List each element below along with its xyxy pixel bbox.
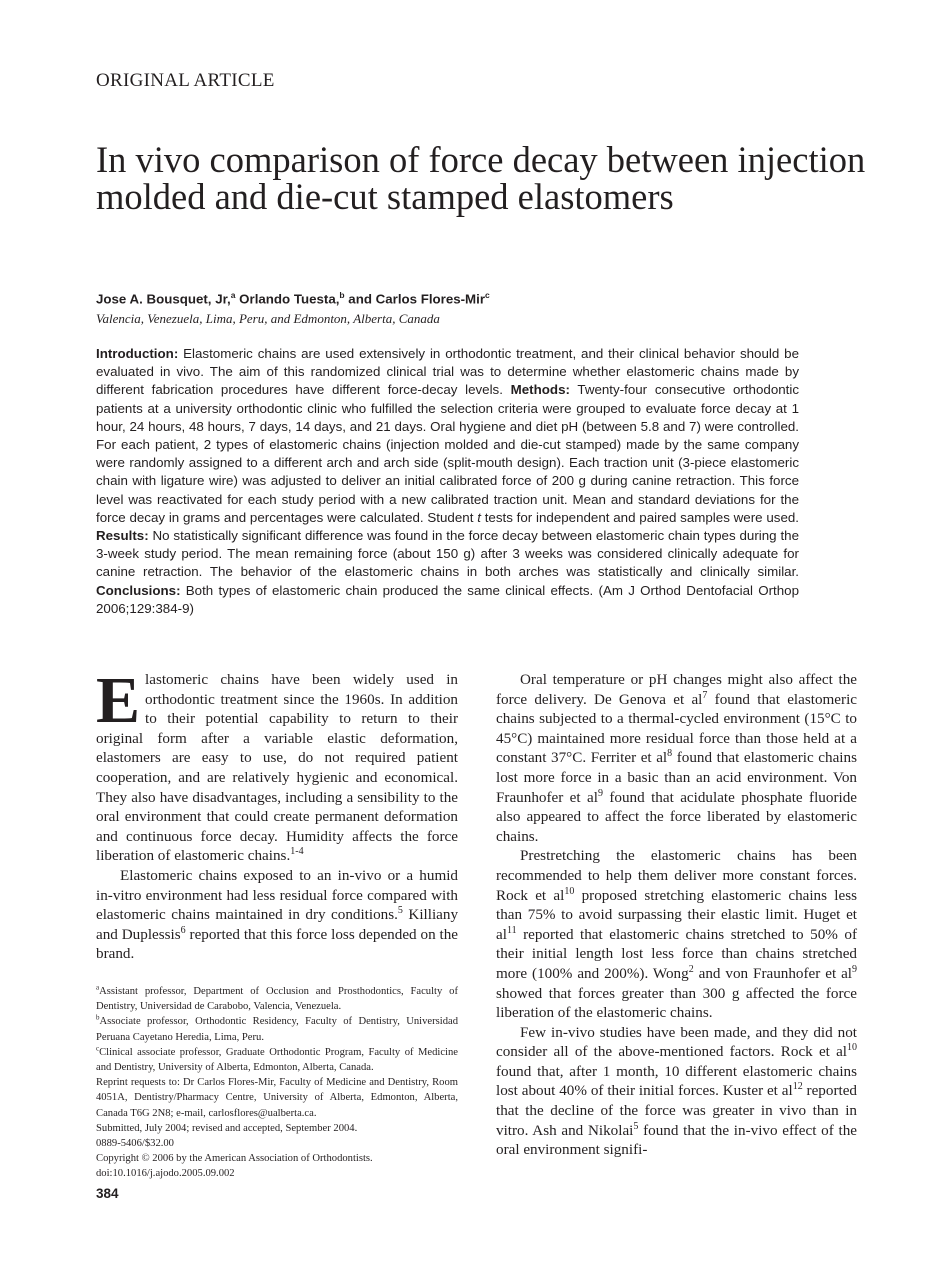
author-name: Carlos Flores-Mir <box>375 291 485 307</box>
footnote-text: Clinical associate professor, Graduate Orthodontic Program, Faculty of Medicine and Dentistry, University of Alberta, Edmonton, Alberta, Canada. <box>96 1046 458 1074</box>
reference-link[interactable]: 7 <box>702 689 708 701</box>
body-paragraph <box>96 866 458 964</box>
body-paragraph <box>496 1023 857 1160</box>
paragraph-text: found that, after 1 month, 10 different elastomeric chains lost about 40% of their initial forces. Kuster et al <box>496 1062 857 1100</box>
paragraph-text: found that the in-vivo effect of the oral environment signifi- <box>496 1121 857 1159</box>
paragraph-text: Few in-vivo studies have been made, and they did not consider all of the above-mentioned factors. Rock et al <box>496 1023 857 1061</box>
footnote-c <box>96 1045 458 1075</box>
reference-link[interactable]: 12 <box>792 1081 803 1093</box>
page-number: 384 <box>96 1186 119 1201</box>
reference-link[interactable]: 9 <box>597 787 603 799</box>
footnote-text: Assistant professor, Department of Occlusion and Prosthodontics, Faculty of Dentistry, Universidad de Carabobo, Valencia, Venezuela. <box>96 986 458 1013</box>
reference-link[interactable]: 6 <box>180 924 186 936</box>
body-column-left <box>96 664 459 964</box>
abstract-conclusions-text: Both types of elastomeric chain produced the same clinical effects. (Am J Orthod Dentofacial Orthop 2006;129:384-9) <box>96 582 799 616</box>
paragraph-text: found that acidulate phosphate fluoride also appeared to affect the force liberated by elastomeric chains. <box>496 788 857 845</box>
reference-link[interactable]: 11 <box>506 924 517 936</box>
paragraph-text: Oral temperature or pH changes might also affect the force delivery. De Genova et al <box>496 671 857 708</box>
abstract <box>96 345 799 618</box>
reference-link[interactable]: 1-4 <box>290 846 304 858</box>
issn-price: 0889-5406/$32.00 <box>96 1138 174 1150</box>
body-column-right <box>496 670 857 1160</box>
author-list <box>96 290 490 306</box>
reprint-requests: Reprint requests to: Dr Carlos Flores-Mir, Faculty of Medicine and Dentistry, Room 4051A, Dentistry/Pharmacy Centre, University of Alberta, Edmonton, Alberta, Canada T6G 2N8; e-mail, carlosflores@ualberta.ca. <box>96 1077 458 1119</box>
paragraph-text: proposed stretching elastomeric chains less than 75% to avoid surpassing their elastic limit. Huget et al <box>496 886 857 943</box>
reference-link[interactable]: 10 <box>564 885 575 897</box>
abstract-intro-label: Introduction: <box>96 346 179 361</box>
affiliation-line: Valencia, Venezuela, Lima, Peru, and Edmonton, Alberta, Canada <box>96 311 440 326</box>
body-paragraph <box>96 664 458 866</box>
copyright-notice: Copyright © 2006 by the American Association of Orthodontists. <box>96 1153 373 1165</box>
paragraph-text: reported that the decline of the force was greater in vivo than in vitro. Ash and Nikolai <box>496 1082 857 1139</box>
body-paragraph <box>496 846 857 1022</box>
paragraph-text: Elastomeric chains exposed to an in-vivo or a humid in-vitro environment had less residual force compared with elastomeric chains maintained in dry conditions. <box>96 866 458 924</box>
author-affiliation-mark: a <box>230 290 236 300</box>
footnote-a <box>96 984 458 1014</box>
abstract-t-symbol: t <box>477 509 481 525</box>
paragraph-text: found that elastomeric chains subjected to a thermal-cycled environment (15°C to 45°C) maintained more residual force than those held at a constant 37°C. Ferriter et al <box>496 690 857 767</box>
footnotes <box>96 984 458 1182</box>
article-title: In vivo comparison of force decay between injection molded and die-cut stamped elastomers <box>96 139 866 217</box>
doi-link[interactable]: doi:10.1016/j.ajodo.2005.09.002 <box>96 1168 235 1180</box>
author-name: Jose A. Bousquet, Jr, <box>96 291 231 307</box>
paragraph-text: and von Fraunhofer et al <box>693 964 853 982</box>
author-affiliation-mark: b <box>339 290 345 300</box>
paragraph-text: lastomeric chains have been widely used in orthodontic treatment since the 1960s. In addition to their potential capability to return to their original form after a variable elastic deformation, elastomers are easy to use, do not required patient cooperation, and are relatively hygienic and economical. They also have disadvantages, including a sensibility to the oral environment that could create permanent deformation and continuous force decay. Humidity affects the force liberation of elastomeric chains. <box>96 671 458 865</box>
author-affiliation-mark: c <box>485 290 490 300</box>
footnote-b <box>96 1014 458 1044</box>
abstract-methods-text-2: tests for independent and paired samples were used. <box>480 509 799 525</box>
body-paragraph <box>496 670 857 846</box>
drop-cap: E <box>96 664 141 737</box>
reference-link[interactable]: 8 <box>667 748 673 760</box>
reference-link[interactable]: 9 <box>852 963 858 975</box>
abstract-methods-label: Methods: <box>510 382 570 398</box>
reference-link[interactable]: 5 <box>397 905 403 917</box>
footnote-mark: c <box>96 1044 100 1053</box>
footnote-mark: a <box>96 983 100 992</box>
paragraph-text: reported that this force loss depended on the brand. <box>96 925 459 963</box>
paragraph-text: found that elastomeric chains lost more force in a basic than an acid environment. Von Fraunhofer et al <box>496 749 857 806</box>
reference-link[interactable]: 10 <box>847 1042 857 1054</box>
paragraph-text: Prestretching the elastomeric chains has been recommended to help them deliver more constant forces. Rock et al <box>496 847 857 904</box>
abstract-conclusions-label: Conclusions: <box>96 582 181 598</box>
abstract-results-text: No statistically significant difference was found in the force decay between elastomeric chain types during the 3-week study period. The mean remaining force (about 150 g) after 3 weeks was considered clinically adequate for canine retraction. The behavior of the elastomeric chains in both arches was statistically and clinically similar. <box>96 528 799 580</box>
paragraph-text: Killiany and Duplessis <box>96 906 459 943</box>
abstract-intro-text: Elastomeric chains are used extensively in orthodontic treatment, and their clinical behavior should be evaluated in vivo. The aim of this randomized clinical trial was to determine whether elastomeric chains made by different fabrication procedures have different force-decay levels. <box>96 346 799 398</box>
reference-link[interactable]: 5 <box>633 1120 639 1132</box>
author-separator: and <box>344 291 376 307</box>
paragraph-text: showed that forces greater than 300 g affected the force liberation of the elastomeric chains. <box>496 984 857 1022</box>
footnote-mark: b <box>96 1013 100 1022</box>
paragraph-text: reported that elastomeric chains stretched to 50% of their initial length lost less force than chains stretched more (100% and 200%). Wong <box>496 925 857 982</box>
abstract-results-label: Results: <box>96 528 149 544</box>
section-label: ORIGINAL ARTICLE <box>96 70 275 91</box>
footnote-text: Associate professor, Orthodontic Residency, Faculty of Dentistry, Universidad Peruana Cayetano Heredia, Lima, Peru. <box>96 1016 458 1043</box>
submission-dates: Submitted, July 2004; revised and accepted, September 2004. <box>96 1122 358 1134</box>
author-name: Orlando Tuesta, <box>239 291 340 307</box>
abstract-methods-text: Twenty-four consecutive orthodontic patients at a university orthodontic clinic who fulfilled the selection criteria were grouped to evaluate force decay at 1 hour, 24 hours, 48 hours, 7 days, 14 days, and 21 days. Oral hygiene and diet pH (between 5.8 and 7) were controlled. For each patient, 2 types of elastomeric chains (injection molded and die-cut stamped) made by the same company were randomly assigned to a different arch and arch side (split-mouth design). Each traction unit (3-piece elastomeric chain with ligature wire) was adjusted to deliver an initial calibrated force of 200 g during canine retraction. This force level was reactivated for each study period with a new calibrated traction unit. Mean and standard deviations for the force decay in grams and percentages were calculated. Student <box>96 382 800 525</box>
reference-link[interactable]: 2 <box>688 963 694 975</box>
